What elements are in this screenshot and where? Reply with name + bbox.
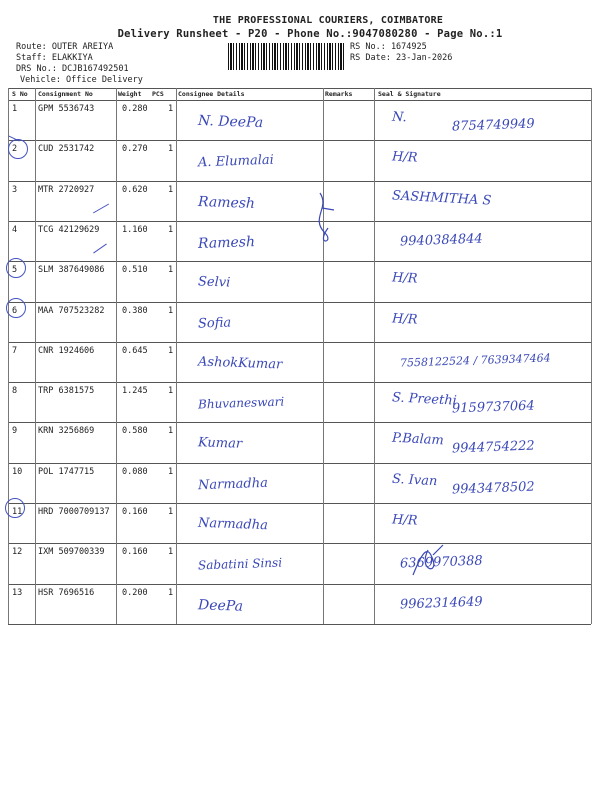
signature-handwritten: H/R: [391, 512, 418, 529]
pieces-count: 1: [168, 386, 174, 397]
serial-number: 2: [12, 144, 18, 155]
phone-handwritten: 9159737064: [451, 398, 535, 417]
signature-handwritten: H/R: [391, 149, 418, 166]
consignee-name-handwritten: Selvi: [197, 274, 231, 291]
pieces-count: 1: [168, 587, 174, 598]
weight-value: 0.160: [122, 507, 148, 517]
phone-handwritten: 9962314649: [399, 594, 483, 613]
consignment-number: TCG 42129629: [38, 224, 100, 235]
phone-handwritten: 6369970388: [399, 553, 483, 572]
consignee-name-handwritten: Ramesh: [197, 233, 256, 252]
weight-value: 0.580: [122, 426, 148, 437]
consignee-name-handwritten: Narmadha: [197, 515, 269, 534]
runsheet-subtitle: Delivery Runsheet - P20 - Phone No.:9047080280 - Page No.:1: [117, 28, 503, 40]
serial-number: 11: [12, 507, 23, 517]
consignment-number: SLM 387649086: [38, 265, 105, 276]
consignee-name-handwritten: AshokKumar: [197, 354, 283, 373]
column-divider: [323, 88, 324, 624]
header-divider: [8, 100, 591, 101]
row-divider: [8, 543, 591, 544]
table-border-top: [8, 88, 591, 89]
consignee-name-handwritten: Kumar: [197, 435, 243, 453]
signature-handwritten: S. Preethi: [391, 390, 458, 409]
signature-handwritten: H/R: [391, 310, 418, 328]
weight-value: 1.245: [122, 386, 148, 397]
col-header-consignee: Consignee Details: [178, 90, 245, 98]
row-divider: [8, 342, 591, 343]
consignment-number: MAA 707523282: [38, 305, 105, 316]
weight-value: 0.080: [122, 466, 148, 477]
row-divider: [8, 302, 591, 303]
serial-number: 12: [12, 547, 23, 558]
row-divider: [8, 463, 591, 464]
serial-number: 13: [12, 587, 23, 598]
col-header-weight: Weight: [118, 90, 142, 98]
consignee-name-handwritten: Sofia: [197, 314, 232, 332]
pieces-count: 1: [168, 224, 174, 235]
consignment-number: HSR 7696516: [38, 587, 95, 598]
signature-handwritten: N.: [391, 109, 408, 126]
consignment-number: HRD 7000709137: [38, 507, 110, 517]
col-header-seal: Seal & Signature: [378, 90, 441, 98]
col-header-consignment: Consignment No: [38, 90, 93, 98]
signature-handwritten: P.Balam: [391, 431, 445, 449]
consignee-name-handwritten: A. Elumalai: [197, 152, 275, 171]
pen-tick-mark: [93, 204, 109, 214]
pen-tick-mark: [93, 244, 107, 254]
row-divider: [8, 261, 591, 262]
row-divider: [8, 181, 591, 182]
serial-number: 5: [12, 265, 18, 276]
column-divider: [591, 88, 592, 624]
signature-scribble: [300, 188, 360, 248]
serial-number: 7: [12, 345, 18, 356]
row-divider: [8, 422, 591, 423]
consignee-name-handwritten: Narmadha: [197, 475, 269, 493]
row-divider: [8, 584, 591, 585]
pieces-count: 1: [168, 426, 174, 437]
col-header-remarks: Remarks: [325, 90, 353, 98]
consignee-name-handwritten: N. DeePa: [197, 112, 264, 132]
pieces-count: 1: [168, 345, 174, 356]
pen-circle-mark: [6, 298, 26, 318]
weight-value: 0.620: [122, 184, 148, 195]
consignment-number: TRP 6381575: [38, 386, 95, 397]
barcode: [228, 43, 344, 70]
weight-value: 0.200: [122, 587, 148, 598]
route-label: Route: OUTER AREIYA: [16, 42, 114, 52]
signature-scribble: [408, 540, 468, 580]
col-header-sno: S No: [12, 90, 28, 98]
column-divider: [35, 88, 36, 624]
weight-value: 0.510: [122, 265, 148, 276]
serial-number: 4: [12, 224, 18, 235]
staff-label: Staff: ELAKKIYA: [16, 53, 93, 63]
rs-number: RS No.: 1674925: [350, 42, 427, 52]
pieces-count: 1: [168, 104, 174, 114]
rs-date: RS Date: 23-Jan-2026: [350, 53, 453, 63]
consignment-number: CNR 1924606: [38, 345, 95, 356]
consignment-number: KRN 3256869: [38, 426, 95, 437]
pieces-count: 1: [168, 265, 174, 276]
vehicle-label: Vehicle: Office Delivery: [20, 75, 143, 85]
column-divider: [176, 88, 177, 624]
serial-number: 1: [12, 104, 18, 114]
column-divider: [374, 88, 375, 624]
consignment-number: POL 1747715: [38, 466, 95, 477]
row-divider: [8, 503, 591, 504]
pieces-count: 1: [168, 507, 174, 517]
consignment-number: GPM 5536743: [38, 104, 95, 114]
consignee-name-handwritten: Bhuvaneswari: [197, 394, 285, 412]
phone-handwritten: 7558122524 / 7639347464: [399, 351, 551, 370]
weight-value: 0.160: [122, 547, 148, 558]
serial-number: 3: [12, 184, 18, 195]
pieces-count: 1: [168, 305, 174, 316]
pieces-count: 1: [168, 547, 174, 558]
serial-number: 10: [12, 466, 23, 477]
row-divider: [8, 624, 591, 625]
col-header-pcs: PCS: [152, 90, 164, 98]
row-divider: [8, 382, 591, 383]
company-title: THE PROFESSIONAL COURIERS, COIMBATORE: [212, 15, 444, 26]
phone-handwritten: 9943478502: [451, 479, 535, 498]
signature-handwritten: H/R: [391, 270, 418, 287]
consignee-name-handwritten: Sabatini Sinsi: [197, 555, 283, 573]
consignment-number: IXM 509700339: [38, 547, 105, 558]
serial-number: 6: [12, 305, 18, 316]
phone-handwritten: 9940384844: [399, 231, 483, 250]
consignee-name-handwritten: DeePa: [197, 596, 244, 615]
signature-handwritten: S. Ivan: [391, 471, 438, 489]
pieces-count: 1: [168, 144, 174, 155]
pieces-count: 1: [168, 184, 174, 195]
consignee-name-handwritten: Ramesh: [197, 193, 256, 212]
weight-value: 1.160: [122, 224, 148, 235]
weight-value: 0.270: [122, 144, 148, 155]
consignment-number: MTR 2720927: [38, 184, 95, 195]
pen-circle-mark: [8, 139, 28, 159]
signature-handwritten: SASHMITHA S: [391, 188, 492, 209]
serial-number: 8: [12, 386, 18, 397]
column-divider: [116, 88, 117, 624]
pen-circle-mark: [5, 498, 25, 518]
column-divider: [8, 88, 9, 624]
weight-value: 0.280: [122, 104, 148, 114]
phone-handwritten: 8754749949: [451, 116, 535, 135]
weight-value: 0.380: [122, 305, 148, 316]
row-divider: [8, 140, 591, 141]
drs-label: DRS No.: DCJB167492501: [16, 64, 129, 74]
pieces-count: 1: [168, 466, 174, 477]
phone-handwritten: 9944754222: [451, 438, 535, 457]
pen-circle-mark: [6, 258, 26, 278]
serial-number: 9: [12, 426, 18, 437]
weight-value: 0.645: [122, 345, 148, 356]
consignment-number: CUD 2531742: [38, 144, 95, 155]
